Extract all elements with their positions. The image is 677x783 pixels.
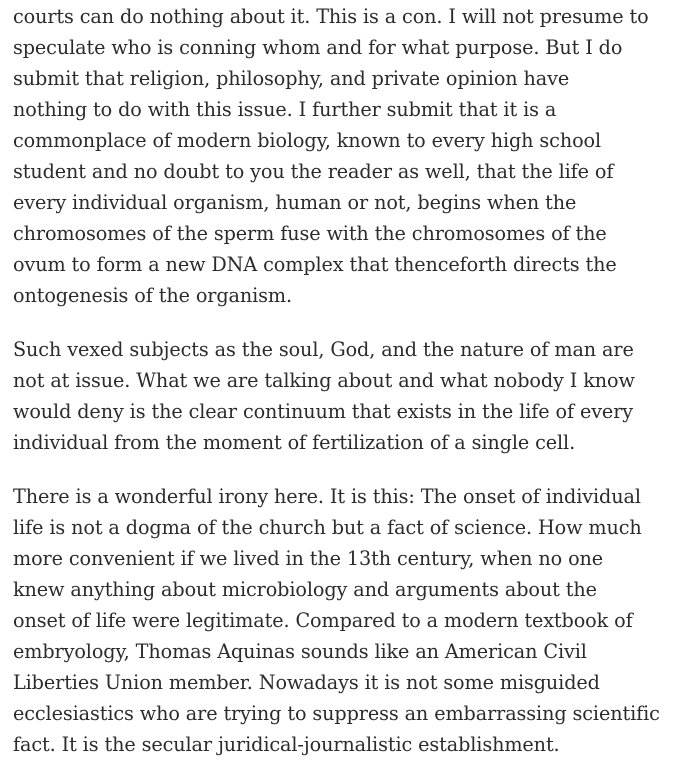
text-line: embryology, Thomas Aquinas sounds like an American Civil xyxy=(13,640,587,663)
article-body xyxy=(13,1,677,783)
text-line: ontogenesis of the organism. xyxy=(13,284,293,307)
text-line: would deny is the clear continuum that exists in the life of every xyxy=(13,400,634,423)
paragraph-1 xyxy=(13,1,677,311)
text-line: every individual organism, human or not, begins when the xyxy=(13,191,577,214)
text-line: fact. It is the secular juridical-journalistic establishment. xyxy=(13,733,560,756)
paragraph-2 xyxy=(13,334,677,458)
text-line: courts can do nothing about it. This is a con. I will not presume to xyxy=(13,5,649,28)
text-line: student and no doubt to you the reader as well, that the life of xyxy=(13,160,614,183)
text-line: submit that religion, philosophy, and private opinion have xyxy=(13,67,570,90)
paragraph-3 xyxy=(13,481,677,760)
text-line: speculate who is conning whom and for what purpose. But I do xyxy=(13,36,623,59)
text-line: life is not a dogma of the church but a fact of science. How much xyxy=(13,516,642,539)
text-line: ovum to form a new DNA complex that thenceforth directs the xyxy=(13,253,617,276)
text-line: knew anything about microbiology and arguments about the xyxy=(13,578,597,601)
text-line: commonplace of modern biology, known to every high school xyxy=(13,129,602,152)
text-line: Liberties Union member. Nowadays it is not some misguided xyxy=(13,671,600,694)
text-line: not at issue. What we are talking about and what nobody I know xyxy=(13,369,635,392)
text-line: Such vexed subjects as the soul, God, and the nature of man are xyxy=(13,338,634,361)
text-line: chromosomes of the sperm fuse with the chromosomes of the xyxy=(13,222,607,245)
text-line: individual from the moment of fertilization of a single cell. xyxy=(13,431,576,454)
text-line: ecclesiastics who are trying to suppress an embarrassing scientific xyxy=(13,702,660,725)
text-line: There is a wonderful irony here. It is this: The onset of individual xyxy=(13,485,641,508)
text-line: onset of life were legitimate. Compared to a modern textbook of xyxy=(13,609,633,632)
text-line: more convenient if we lived in the 13th century, when no one xyxy=(13,547,604,570)
text-line: nothing to do with this issue. I further submit that it is a xyxy=(13,98,557,121)
